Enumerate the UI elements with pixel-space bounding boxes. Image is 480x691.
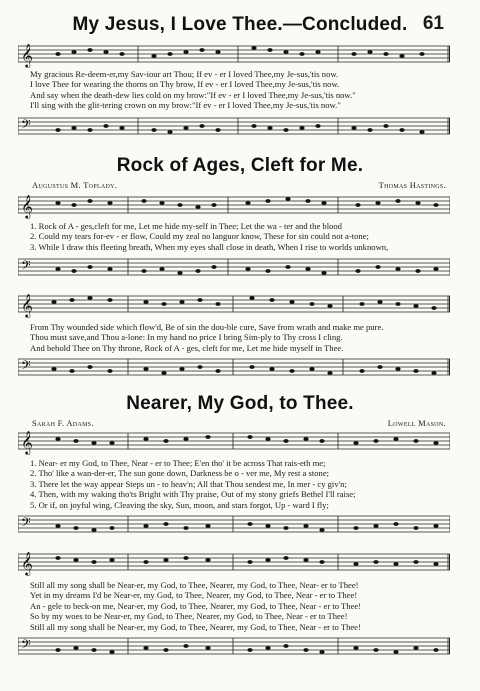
music-staff-bass [18, 634, 450, 660]
music-staff-bass [18, 512, 450, 538]
lyric-line: I love Thee for wearing the thorns on Thy brow, If ev - er I loved Thee,my Je-sus,'tis now. [30, 79, 340, 90]
page-number: 61 [422, 13, 444, 34]
composer-credit: Thomas Hastings. [378, 180, 446, 190]
lyric-line: Thou must save,and Thou a-lone: In my hand no price I bring Sim-ply to Thy cross I cling. [30, 332, 343, 343]
lyric-line: I'll sing with the glit-tering crown on my brow:"If ev - er I loved Thee,my Je-sus,'tis now." [30, 100, 341, 111]
music-staff-treble [18, 42, 450, 68]
lyrics-block [30, 69, 448, 111]
lyric-line: 3. While I draw this fleeting breath, When my eyes shall close in death, When I rise to worlds unknown, [30, 241, 389, 252]
lyric-line: My gracious Re-deem-er,my Sav-iour art Thou; If ev - er I loved Thee,my Je-sus,'tis now. [30, 69, 339, 79]
lyric-line: From Thy wounded side which flow'd, Be of sin the dou-ble cure, Save from wrath and make me pure. [30, 322, 384, 332]
composer-credit: Lowell Mason. [387, 418, 446, 428]
music-staff-treble [18, 292, 450, 318]
lyric-line: And say when the death-dew lies cold on my brow:"If ev - er I loved Thee,my Je-sus,'tis now." [30, 89, 356, 100]
hymn-title: Nearer, My God, to Thee. [126, 393, 354, 414]
music-staff-treble [18, 429, 450, 455]
music-staff-bass [18, 355, 450, 381]
svg-text:𝄞: 𝄞 [21, 432, 33, 454]
lyrics-block [30, 322, 448, 353]
lyric-line: An - gele to beck-on me, Near-er, my God, to Thee, Nearer, my God, to Thee, Near - er to Thee! [30, 600, 362, 611]
lyric-line: Still all my song shall be Near-er, my God, to Thee, Nearer, my God, to Thee, Near - er to Thee! [30, 621, 361, 632]
lyric-line: 5. Or if, on joyful wing, Cleaving the sky, Sun, moon, and stars forgot, Up - ward I fly; [30, 499, 329, 510]
lyrics-block [30, 221, 448, 252]
lyric-line: 1. Near- er my God, to Thee, Near - er to Thee; E'en tho' it be across That rais-eth me; [30, 458, 326, 468]
lyrics-block [30, 458, 448, 510]
svg-text:𝄞: 𝄞 [21, 196, 33, 218]
author-credit: Sarah F. Adams. [32, 418, 94, 428]
svg-text:𝄢: 𝄢 [21, 639, 31, 655]
lyric-line: And behold Thee on Thy throne, Rock of A - ges, cleft for me, Let me hide myself in Thee. [30, 342, 344, 353]
svg-text:𝄢: 𝄢 [21, 260, 31, 276]
lyric-line: 1. Rock of A - ges,cleft for me, Let me hide my-self in Thee; Let the wa - ter and the blood [30, 221, 342, 231]
music-staff-treble [18, 550, 450, 576]
music-staff-bass [18, 114, 450, 140]
svg-text:𝄢: 𝄢 [21, 517, 31, 533]
lyric-line: Yet in my dreams I'd be Near-er, my God, to Thee, Nearer, my God, to Thee, Near - er to Thee! [30, 590, 358, 601]
lyric-line: 3. There let the way appear Steps un - to heav'n; All that Thou sendest me, In mer - cy giv'n; [30, 478, 347, 489]
svg-text:𝄢: 𝄢 [21, 360, 31, 376]
music-staff-treble [18, 193, 450, 219]
lyric-line: Still all my song shall be Near-er, my God, to Thee, Nearer, my God, to Thee, Near- er to Thee! [30, 580, 359, 590]
hymn-title: Rock of Ages, Cleft for Me. [116, 155, 364, 176]
music-staff-bass [18, 255, 450, 281]
author-credit: Augustus M. Toplady. [32, 180, 118, 190]
svg-text:𝄞: 𝄞 [21, 553, 33, 575]
lyric-line: 2. Tho' like a wan-der-er, The sun gone down, Darkness be o - ver me, My rest a stone; [30, 468, 330, 479]
lyric-line: 2. Could my tears for-ev - er flow, Could my zeal no languor know, These for sin could not a-tone; [30, 231, 369, 242]
svg-text:𝄢: 𝄢 [21, 119, 31, 135]
svg-text:𝄞: 𝄞 [21, 45, 33, 67]
lyric-line: 4. Then, with my waking tho'ts Bright with Thy praise, Out of my stony griefs Bethel I'll raise; [30, 489, 356, 500]
svg-text:𝄞: 𝄞 [21, 295, 33, 317]
hymn-title: My Jesus, I Love Thee.—Concluded. [72, 14, 408, 35]
lyric-line: So by my woes to be Near-er, my God, to Thee, Nearer, my God, to Thee, Near - er to Thee! [30, 611, 348, 622]
lyrics-block [30, 580, 448, 632]
